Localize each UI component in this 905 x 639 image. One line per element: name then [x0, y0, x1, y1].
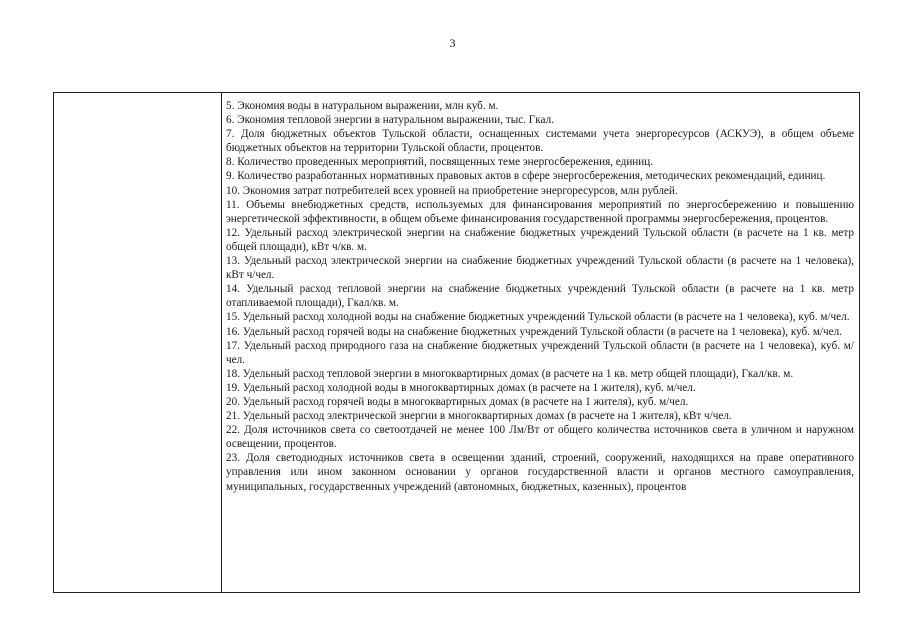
list-item: 9. Количество разработанных нормативных правовых актов в сфере энергосбережения, методических рекомендаций, единиц.: [226, 170, 826, 183]
list-item: 20. Удельный расход горячей воды в многоквартирных домах (в расчете на 1 жителя), куб. м/чел.: [226, 395, 689, 408]
list-item: 8. Количество проведенных мероприятий, посвященных теме энергосбережения, единиц.: [226, 156, 654, 169]
list-item: 6. Экономия тепловой энергии в натуральном выражении, тыс. Гкал.: [226, 114, 554, 127]
list-item: 15. Удельный расход холодной воды на снабжение бюджетных учреждений Тульской области (в расчете на 1 человека), куб. м/чел.: [226, 311, 850, 324]
list-item: 10. Экономия затрат потребителей всех уровней на приобретение энергоресурсов, млн рублей.: [226, 184, 678, 197]
list-item: 13. Удельный расход электрической энергии на снабжение бюджетных учреждений Тульской области (в расчете на 1 человека), кВт ч/чел.: [226, 255, 854, 282]
list-item: 19. Удельный расход холодной воды в многоквартирных домах (в расчете на 1 жителя), куб. м/чел.: [226, 381, 696, 394]
page-number: 3: [449, 36, 456, 50]
list-item: 7. Доля бюджетных объектов Тульской области, оснащенных системами учета энергоресурсов (АСКУЭ), в общем объеме бюджетных объектов на территории Тульской области, процентов.: [226, 128, 854, 155]
list-item: 18. Удельный расход тепловой энергии в многоквартирных домах (в расчете на 1 кв. метр общей площади), Гкал/кв. м.: [226, 367, 794, 380]
list-item: 5. Экономия воды в натуральном выражении, млн куб. м.: [226, 100, 499, 112]
list-item: 14. Удельный расход тепловой энергии на снабжение бюджетных учреждений Тульской области (в расчете на 1 кв. метр отапливаемой площади), Гкал/кв. м.: [226, 283, 854, 310]
list-item: 23. Доля светодиодных источников света в освещении зданий, строений, сооружений, находящихся на праве оперативного управления или ином законном основании у органов государственной власти и органов местного самоуправления, муниципальных, государственных учреждений (автономных, бюджетных, казенных), процентов: [226, 452, 854, 493]
list-item: 17. Удельный расход природного газа на снабжение бюджетных учреждений Тульской области (в расчете на 1 человека), куб. м/чел.: [226, 339, 854, 366]
list-item: 11. Объемы внебюджетных средств, используемых для финансирования мероприятий по энергосбережению и повышению энергетической эффективности, в общем объеме финансирования государственной программы энергосбережения, процентов.: [226, 198, 854, 225]
list-item: 12. Удельный расход электрической энергии на снабжение бюджетных учреждений Тульской области (в расчете на 1 кв. метр общей площади), кВт ч/кв. м.: [226, 226, 854, 253]
table-content-cell: [222, 93, 859, 592]
list-item: 22. Доля источников света со светоотдачей не менее 100 Лм/Вт от общего количества источников света в уличном и наружном освещении, процентов.: [226, 424, 854, 451]
list-item: 21. Удельный расход электрической энергии в многоквартирных домах (в расчете на 1 жителя), кВт ч/чел.: [226, 410, 732, 423]
list-item: 16. Удельный расход горячей воды на снабжение бюджетных учреждений Тульской области (в расчете на 1 человека), куб. м/чел.: [226, 325, 842, 338]
indicators-table: [53, 92, 860, 593]
table-label-cell: [54, 93, 222, 592]
